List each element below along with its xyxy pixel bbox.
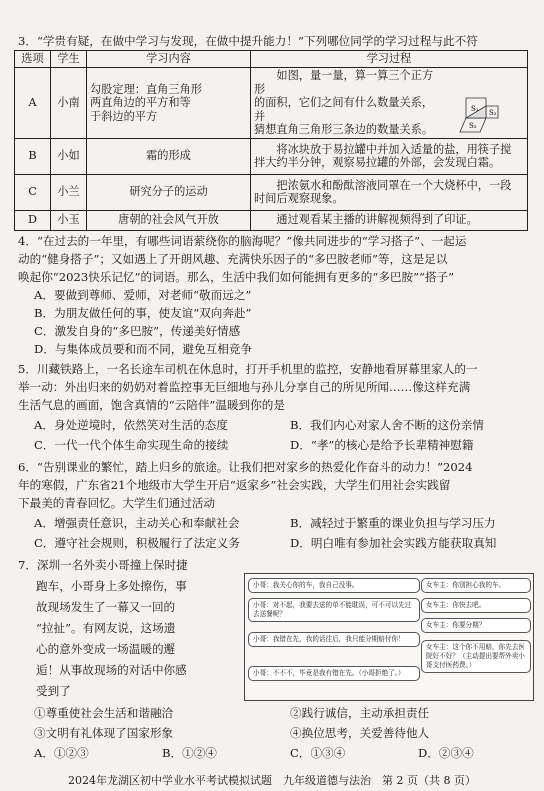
q6-option-b: B．减轻过于繁重的课业负担与学习压力 — [290, 516, 496, 530]
q5-line: 生活气息的画面，饱含真情的“云陪伴”温暖到你的是 — [18, 398, 285, 412]
q5-line: 5．川藏铁路上，一名长途车司机在休息时，打开手机里的监控，安静地看屏幕里家人的一 — [18, 362, 478, 376]
table-row — [15, 174, 528, 210]
process-line: 猜想直角三角形三条边的数量关系。 — [254, 123, 434, 136]
process-line: 把浓氨水和酚酞溶液同罩在一个大烧杯中，一段 — [276, 178, 512, 192]
speech-bubble-courier: 小哥：我错在先，我的话往后，我只能分期赔付你！ — [248, 632, 420, 647]
q4-option-a: A．要做到尊师、爱师，对老师“敬而远之” — [34, 288, 252, 302]
label-s2: S₂ — [489, 109, 497, 117]
table-header-row — [15, 51, 528, 68]
row-option: A — [15, 68, 51, 139]
q6-line: 6．“告别课业的繁忙，踏上归乡的旅途。让我们把对家乡的热爱化作奋斗的动力！”2024 — [18, 460, 473, 474]
row-content: 研究分子的运动 — [87, 174, 251, 210]
q7-line: 7．深圳一名外卖小哥撞上保时捷 — [18, 558, 188, 572]
q7-choice-3: ③文明有礼体现了国家形象 — [34, 726, 174, 740]
q4-line: 4．“在过去的一年里，有哪些词语萦绕你的脑海呢？”像共同进步的“学习搭子”、一起运 — [18, 234, 467, 248]
q5-option-d: D．“孝”的核心是给予长辈精神慰籍 — [290, 438, 474, 452]
header-student: 学生 — [51, 51, 87, 68]
row-option: D — [15, 210, 51, 230]
q7-line: “拉扯”。有网友说，这场遗 — [36, 621, 176, 635]
row-student: 小南 — [51, 68, 87, 139]
row-option: B — [15, 138, 51, 174]
q5-line: 举一动：外出归来的奶奶对着监控事无巨细地与孙儿分享自己的所见所闻……像这样充满 — [18, 380, 471, 394]
speech-bubble-owner: 女车主：你要分期？ — [421, 618, 531, 633]
header-content: 学习内容 — [87, 51, 251, 68]
process-line: 拌大约半分钟，观察易拉罐的外部，会发现白霜。 — [254, 156, 501, 169]
content-line: 于斜边的平方 — [90, 109, 158, 123]
speech-bubble-owner: 女车主：你别担心我的车。 — [421, 578, 531, 593]
q7-option-a: A．①②③ — [34, 746, 89, 760]
q6-option-a: A．增强责任意识，主动关心和奉献社会 — [34, 516, 240, 530]
q7-option-b: B．①②④ — [162, 746, 217, 760]
label-s3: S₃ — [469, 122, 477, 130]
speech-bubble-owner: 女车主：这个你不用赔，你先去医院好不好？（主动提出要帮外卖小哥支付医药费。） — [421, 640, 531, 673]
label-s1: S₁ — [471, 105, 479, 113]
pythagoras-figure — [436, 84, 518, 136]
q5-option-b: B．我们内心对家人舍不断的这份亲情 — [290, 418, 485, 432]
process-line: 通过观看某主播的讲解视频得到了印证。 — [276, 213, 478, 227]
row-content: 霜的形成 — [87, 138, 251, 174]
q7-choice-2: ②践行诚信，主动承担责任 — [290, 706, 430, 720]
q4-option-d: D．与集体成员要和而不同，避免互相竞争 — [34, 342, 252, 356]
q5-option-a: A．身处逆境时，依然笑对生活的态度 — [34, 418, 228, 432]
q3-table — [14, 50, 528, 231]
row-student: 小兰 — [51, 174, 87, 210]
header-process: 学习过程 — [251, 51, 528, 68]
process-line: 如图，量一量，算一算三个正方形 — [254, 69, 434, 96]
speech-bubble-courier: 小哥：我关心你的车，我自己没事。 — [248, 578, 420, 593]
row-option: C — [15, 174, 51, 210]
q7-line: 受到了 — [36, 684, 71, 698]
table-row — [15, 138, 528, 174]
q7-choice-4: ④换位思考，关爱善待他人 — [290, 726, 430, 740]
q4-option-c: C．激发自身的“多巴胺”，传递美好情感 — [34, 324, 241, 338]
q4-line: 唤起你“2023快乐记忆”的词语。那么，生活中我们如何能拥有更多的“多巴胺”“搭子” — [18, 270, 455, 284]
q6-line: 年的寒假，广东省21个地级市大学生开启“返家乡”社会实践，大学生们用社会实践留 — [18, 478, 451, 492]
q6-line: 下最美的青春回忆。大学生们通过活动 — [18, 496, 216, 510]
q4-option-b: B．为朋友做任何的事，使友谊“双向奔赴” — [34, 306, 252, 320]
row-process — [251, 138, 528, 174]
row-process — [251, 210, 528, 230]
q4-line: 动的“健身搭子”；又如遇上了开朗风趣、充满快乐因子的“多巴胺老师”等，这是足以 — [18, 252, 448, 266]
table-row — [15, 210, 528, 230]
q7-line: 故现场发生了一幕又一回的 — [36, 600, 176, 614]
row-student: 小玉 — [51, 210, 87, 230]
speech-bubble-courier: 小哥：不不不，毕竟是我有错在先。（小哥拒绝了。） — [248, 666, 420, 681]
content-line: 勾股定理：直角三角形 — [90, 82, 202, 96]
process-line: 的面积，它们之间有什么数量关系，并 — [254, 96, 434, 123]
process-line: 时间后观察现象。 — [254, 192, 344, 205]
row-process — [251, 174, 528, 210]
q6-option-d: D．明白唯有参加社会实践方能获取真知 — [290, 536, 497, 550]
speech-bubble-courier: 小哥：对不起，我要去送的单不能耽误，可不可以先过去送餐呢？ — [248, 598, 420, 622]
process-line: 将冰块放于易拉罐中并加入适量的盐，用筷子搅 — [276, 142, 512, 156]
q5-option-c: C．一代一代个体生命实现生命的接续 — [34, 438, 229, 452]
q7-option-c: C．①③④ — [290, 746, 346, 760]
speech-bubble-owner: 女车主：你快去吧。 — [421, 598, 531, 613]
q7-line: 逅！从事故现场的对话中你感 — [36, 663, 187, 677]
content-line: 两直角边的平方和等 — [90, 96, 191, 109]
q7-option-d: D．②③④ — [418, 746, 474, 760]
page-footer: 2024年龙湖区初中学业水平考试模拟试题 九年级道德与法治 第 2 页（共 8 页） — [68, 774, 476, 787]
q6-option-c: C．遵守社会规则，积极履行了法定义务 — [34, 536, 240, 550]
row-content — [87, 68, 251, 139]
dialogue-figure — [244, 573, 534, 701]
q7-choice-1: ①尊重使社会生活和谐融洽 — [34, 706, 174, 720]
q7-line: 心的意外变成一场温暖的邂 — [36, 642, 176, 656]
header-option: 选项 — [15, 51, 51, 68]
row-student: 小如 — [51, 138, 87, 174]
q3-stem: 3．“学贵有疑，在做中学习与发现，在做中提升能力！”下列哪位同学的学习过程与此不符 — [18, 34, 478, 48]
q7-line: 跑车，小哥身上多处擦伤，事 — [36, 579, 187, 593]
row-content: 唐朝的社会风气开放 — [87, 210, 251, 230]
